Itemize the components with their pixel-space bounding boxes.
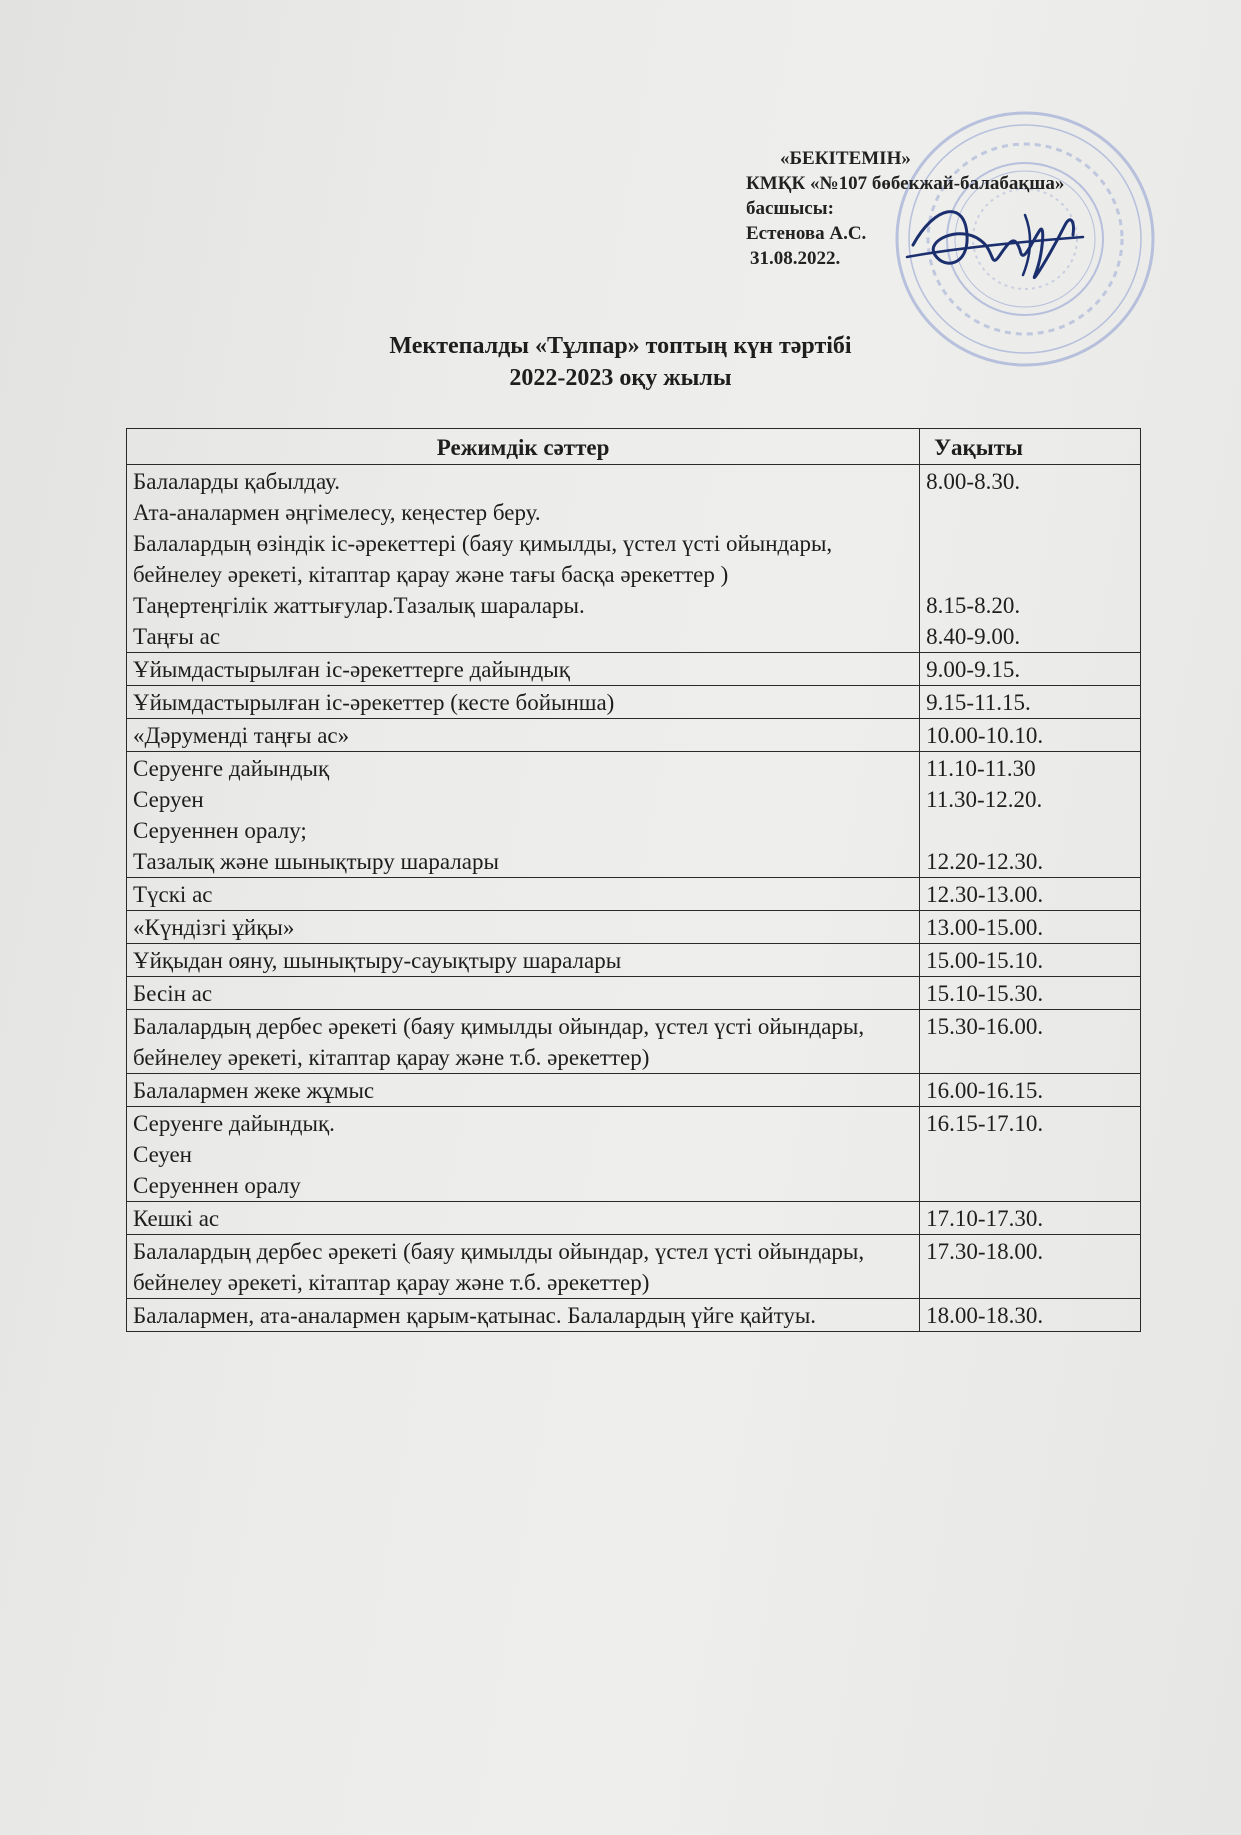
table-row — [127, 944, 1141, 977]
activity-line: «Күндізгі ұйқы» — [133, 915, 295, 940]
approval-position: басшысы: — [746, 198, 834, 219]
time-cell — [920, 465, 1141, 653]
activity-line: Бесін ас — [133, 981, 213, 1006]
table-row — [127, 465, 1141, 653]
activity-line: Серуенге дайындық — [133, 756, 330, 781]
time-line: 15.10-15.30. — [926, 981, 1044, 1006]
activity-cell — [127, 1074, 920, 1107]
time-line — [926, 559, 1134, 590]
table-row — [127, 1299, 1141, 1332]
time-line: 8.40-9.00. — [926, 624, 1021, 649]
time-cell — [920, 1235, 1141, 1299]
activity-line: Серуен — [133, 787, 204, 812]
table-row — [127, 719, 1141, 752]
table-row — [127, 1202, 1141, 1235]
approval-block — [746, 146, 1166, 271]
header-time: Уақыты — [920, 429, 1141, 465]
table-row — [127, 1010, 1141, 1074]
time-line: 10.00-10.10. — [926, 723, 1044, 748]
time-line: 8.00-8.30. — [926, 469, 1021, 494]
activity-line: Ата-аналармен әңгімелесу, кеңестер беру. — [133, 500, 541, 525]
activity-line: Серуенге дайындық. — [133, 1111, 335, 1136]
activity-cell — [127, 1235, 920, 1299]
time-line: 13.00-15.00. — [926, 915, 1044, 940]
table-row — [127, 911, 1141, 944]
activity-cell — [127, 752, 920, 878]
time-cell — [920, 752, 1141, 878]
time-line: 8.15-8.20. — [926, 593, 1021, 618]
table-row — [127, 1074, 1141, 1107]
activity-line: Ұйқыдан ояну, шынықтыру-сауықтыру шаралары — [133, 948, 622, 973]
time-line: 15.00-15.10. — [926, 948, 1044, 973]
time-cell — [920, 653, 1141, 686]
activity-line: Балалардың дербес әрекеті (баяу қимылды ойындар, үстел үсті ойындары, бейнелеу әрекеті, кітаптар қарау және т.б. әрекеттер) — [133, 1239, 865, 1295]
time-line: 17.30-18.00. — [926, 1239, 1044, 1264]
time-line — [926, 528, 1134, 559]
table-row — [127, 653, 1141, 686]
time-cell — [920, 1010, 1141, 1074]
time-line: 11.10-11.30 — [926, 756, 1036, 781]
time-line: 9.15-11.15. — [926, 690, 1031, 715]
time-cell — [920, 878, 1141, 911]
time-line: 17.10-17.30. — [926, 1206, 1044, 1231]
time-cell — [920, 1074, 1141, 1107]
activity-line: Таңғы ас — [133, 624, 221, 649]
table-row — [127, 878, 1141, 911]
activity-line: Сеуен — [133, 1142, 192, 1167]
time-line: 18.00-18.30. — [926, 1303, 1044, 1328]
table-row — [127, 977, 1141, 1010]
time-cell — [920, 686, 1141, 719]
time-line — [926, 815, 1134, 846]
activity-line: Ұйымдастырылған іс-әрекеттер (кесте бойынша) — [133, 690, 615, 715]
time-cell — [920, 911, 1141, 944]
time-cell — [920, 977, 1141, 1010]
time-line: 11.30-12.20. — [926, 787, 1043, 812]
activity-cell — [127, 686, 920, 719]
activity-line: Балалармен жеке жұмыс — [133, 1078, 375, 1103]
approval-date: 31.08.2022. — [750, 248, 841, 269]
activity-line: Серуеннен оралу — [133, 1173, 301, 1198]
approval-name: Естенова А.С. — [746, 223, 867, 244]
activity-cell — [127, 1010, 920, 1074]
activity-cell — [127, 911, 920, 944]
table-row — [127, 752, 1141, 878]
activity-line: Балаларды қабылдау. — [133, 469, 340, 494]
time-line: 12.20-12.30. — [926, 849, 1044, 874]
activity-line: «Дәруменді таңғы ас» — [133, 723, 350, 748]
document-title — [0, 330, 1241, 394]
table-row — [127, 1107, 1141, 1202]
activity-line: Тазалық және шынықтыру шаралары — [133, 849, 499, 874]
time-line: 16.00-16.15. — [926, 1078, 1044, 1103]
activity-cell — [127, 1107, 920, 1202]
time-line: 9.00-9.15. — [926, 657, 1021, 682]
time-cell — [920, 719, 1141, 752]
activity-cell — [127, 719, 920, 752]
time-cell — [920, 1107, 1141, 1202]
activity-line: Кешкі ас — [133, 1206, 220, 1231]
activity-line: Балалардың дербес әрекеті (баяу қимылды ойындар, үстел үсті ойындары, бейнелеу әрекеті, кітаптар қарау және т.б. әрекеттер) — [133, 1014, 865, 1070]
activity-line: Балалармен, ата-аналармен қарым-қатынас. Балалардың үйге қайтуы. — [133, 1303, 817, 1328]
activity-line: Ұйымдастырылған іс-әрекеттерге дайындық — [133, 657, 570, 682]
time-line: 15.30-16.00. — [926, 1014, 1044, 1039]
activity-cell — [127, 653, 920, 686]
approval-organization: КМҚК «№107 бөбекжай-балабақша» — [746, 173, 1065, 194]
activity-cell — [127, 465, 920, 653]
table-header-row — [127, 429, 1141, 465]
activity-line: Серуеннен оралу; — [133, 818, 307, 843]
time-line: 16.15-17.10. — [926, 1111, 1044, 1136]
activity-cell — [127, 878, 920, 911]
activity-cell — [127, 977, 920, 1010]
table-row — [127, 1235, 1141, 1299]
activity-cell — [127, 944, 920, 977]
time-line — [926, 497, 1134, 528]
activity-cell — [127, 1202, 920, 1235]
title-line-1: Мектепалды «Тұлпар» топтың күн тәртібі — [389, 333, 852, 359]
activity-cell — [127, 1299, 920, 1332]
table-row — [127, 686, 1141, 719]
activity-line: Балалардың өзіндік іс-әрекеттері (баяу қимылды, үстел үсті ойындары, бейнелеу әрекеті, кітаптар қарау және тағы басқа әрекеттер ) — [133, 531, 833, 587]
time-line: 12.30-13.00. — [926, 882, 1044, 907]
activity-line: Таңертеңгілік жаттығулар.Тазалық шаралары. — [133, 593, 585, 618]
daily-schedule-table — [126, 428, 1141, 1332]
title-line-2: 2022-2023 оқу жылы — [509, 365, 732, 391]
time-cell — [920, 944, 1141, 977]
header-activities: Режимдік сәттер — [127, 429, 920, 465]
time-cell — [920, 1299, 1141, 1332]
time-cell — [920, 1202, 1141, 1235]
activity-line: Түскі ас — [133, 882, 213, 907]
approval-heading: «БЕКІТЕМІН» — [780, 148, 911, 169]
